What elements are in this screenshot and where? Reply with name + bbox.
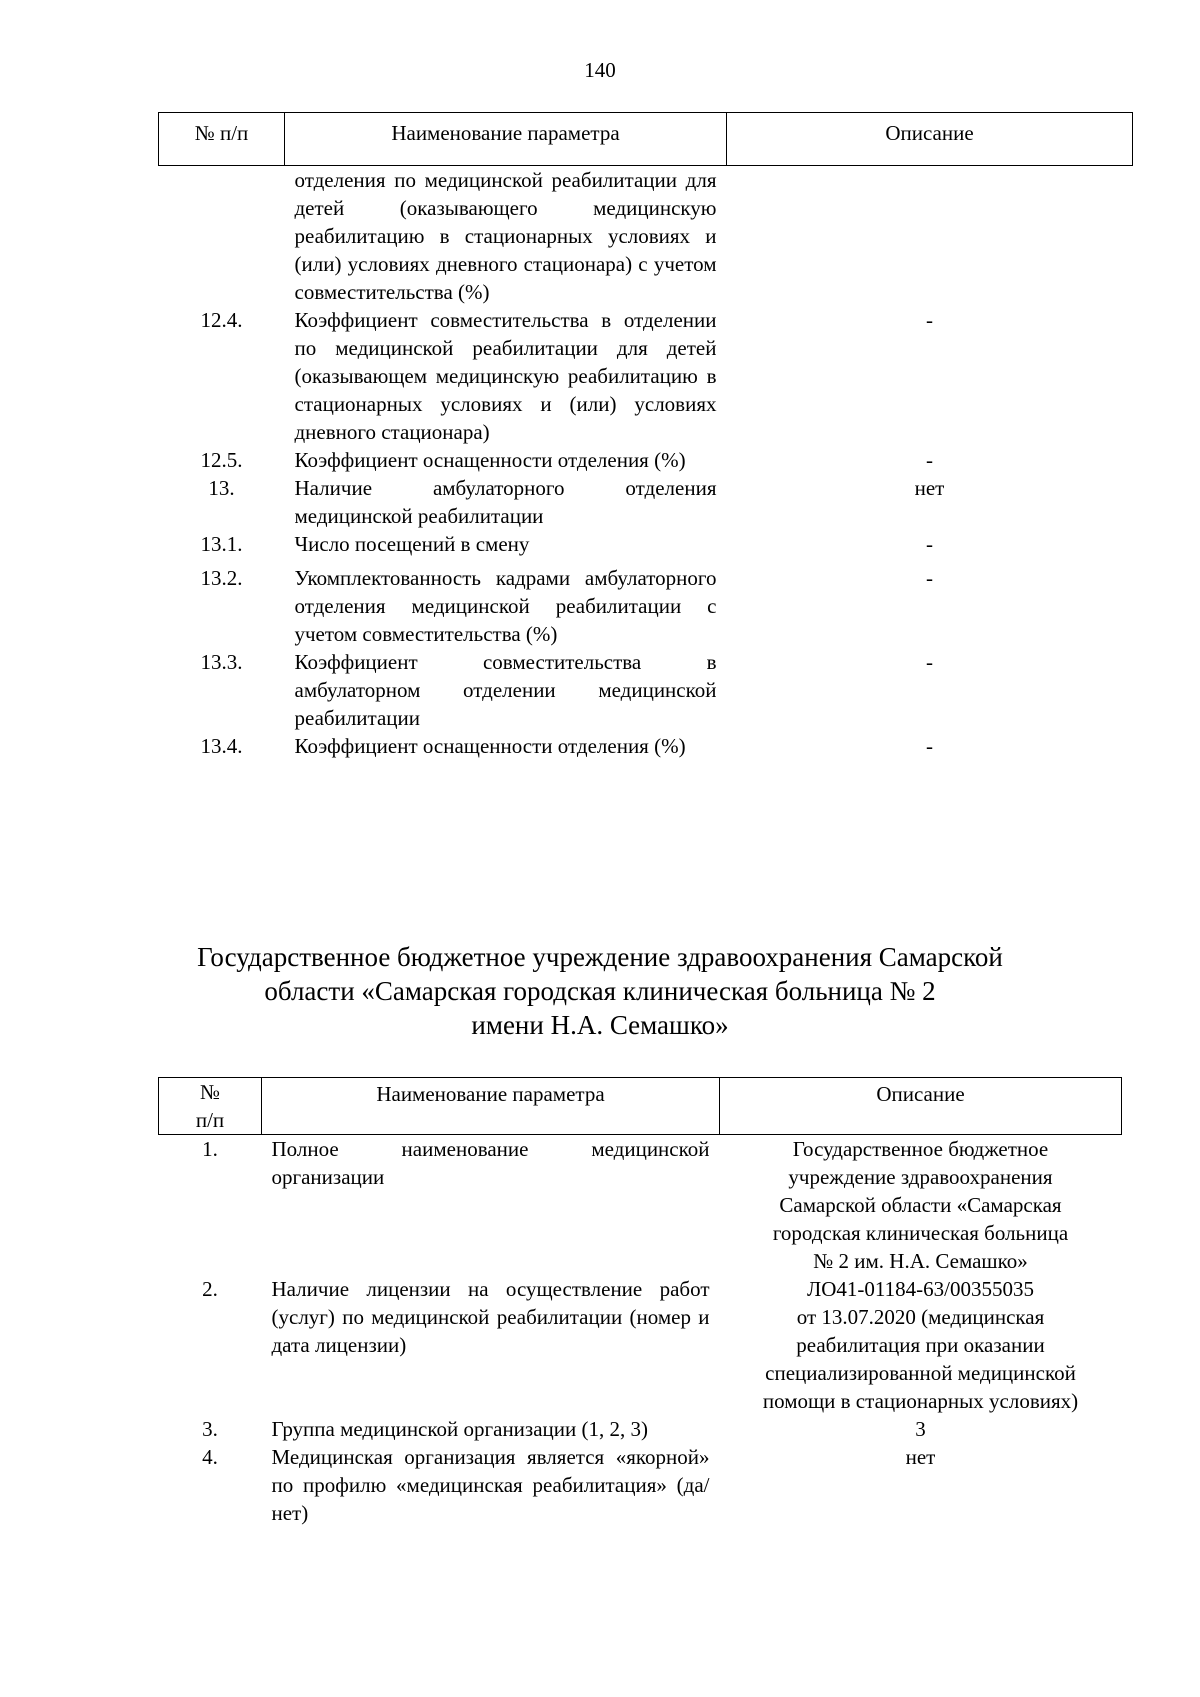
table-header-row xyxy=(159,1078,1122,1135)
row-description: - xyxy=(926,650,933,674)
row-description: - xyxy=(926,734,933,758)
table-row xyxy=(159,446,1133,474)
parameters-table-continued xyxy=(158,112,1133,760)
table-row xyxy=(159,166,1133,307)
row-parameter: Число посещений в смену xyxy=(294,532,530,556)
table-row xyxy=(159,648,1133,732)
row-number: 13. xyxy=(208,476,235,500)
row-parameter: Коэффициент оснащенности отделения (%) xyxy=(294,448,686,472)
row-description xyxy=(720,1135,1122,1276)
row-description xyxy=(720,1275,1122,1415)
row-number: 1. xyxy=(202,1137,218,1161)
description-line: реабилитация при оказании xyxy=(796,1333,1045,1357)
description-line: специализированной медицинской xyxy=(765,1361,1076,1385)
row-number: 13.4. xyxy=(200,734,243,758)
table-header-row xyxy=(159,113,1133,166)
row-number xyxy=(159,166,285,307)
row-description: - xyxy=(926,532,933,556)
row-number: 12.5. xyxy=(200,448,243,472)
row-number: 13.3. xyxy=(200,650,243,674)
table-row xyxy=(159,1443,1122,1527)
section-title-line: Государственное бюджетное учреждение здравоохранения Самарской xyxy=(197,942,1003,972)
row-description xyxy=(720,1443,1122,1527)
description-line: ЛО41-01184-63/00355035 xyxy=(807,1277,1034,1301)
row-number: 12.4. xyxy=(200,308,243,332)
row-number: 4. xyxy=(202,1445,218,1469)
row-parameter: Группа медицинской организации (1, 2, 3) xyxy=(271,1417,648,1441)
row-parameter: Полное наименование медицинской организации xyxy=(271,1137,710,1189)
table-row xyxy=(159,1135,1122,1276)
table-row xyxy=(159,558,1133,648)
row-parameter: Укомплектованность кадрами амбулаторного отделения медицинской реабилитации с учетом совместительства (%) xyxy=(294,566,717,646)
header-parameter-name: Наименование параметра xyxy=(262,1078,720,1135)
description-line: Самарской области «Самарская xyxy=(779,1193,1062,1217)
row-parameter: Коэффициент совместительства в отделении по медицинской реабилитации для детей (оказывающем медицинскую реабилитацию в стационарных условиях и (или) условиях дневного стационара) xyxy=(294,308,717,444)
organization-parameters-table xyxy=(158,1077,1122,1527)
description-line: № 2 им. Н.А. Семашко» xyxy=(813,1249,1028,1273)
row-description: - xyxy=(926,308,933,332)
description-line: от 13.07.2020 (медицинская xyxy=(796,1305,1045,1329)
header-number: № п/п xyxy=(159,113,285,166)
row-number: 13.2. xyxy=(200,566,243,590)
table-row xyxy=(159,1275,1122,1415)
table-row xyxy=(159,530,1133,558)
row-description: нет xyxy=(914,476,945,500)
row-description: - xyxy=(926,566,933,590)
page-number: 140 xyxy=(584,58,616,82)
row-parameter: Коэффициент совместительства в амбулаторном отделении медицинской реабилитации xyxy=(294,650,717,730)
row-description: - xyxy=(926,448,933,472)
row-number: 13.1. xyxy=(200,532,243,556)
header-number-line: № xyxy=(199,1080,221,1104)
description-line: 3 xyxy=(915,1417,926,1441)
row-parameter: Медицинская организация является «якорной» по профилю «медицинская реабилитация» (да/нет) xyxy=(271,1445,710,1525)
description-line: нет xyxy=(905,1445,936,1469)
row-parameter: Наличие амбулаторного отделения медицинской реабилитации xyxy=(294,476,717,528)
header-number-line: п/п xyxy=(195,1108,225,1132)
row-description xyxy=(720,1415,1122,1443)
description-line: городская клиническая больница xyxy=(772,1221,1069,1245)
description-line: учреждение здравоохранения xyxy=(788,1165,1053,1189)
table-row xyxy=(159,306,1133,446)
header-description: Описание xyxy=(720,1078,1122,1135)
table-row xyxy=(159,732,1133,760)
row-parameter: Коэффициент оснащенности отделения (%) xyxy=(294,734,686,758)
description-line: Государственное бюджетное xyxy=(792,1137,1049,1161)
header-description: Описание xyxy=(727,113,1133,166)
section-title-line: имени Н.А. Семашко» xyxy=(471,1010,729,1040)
row-number: 3. xyxy=(202,1417,218,1441)
row-parameter: Наличие лицензии на осуществление работ (услуг) по медицинской реабилитации (номер и дата лицензии) xyxy=(271,1277,710,1357)
row-number: 2. xyxy=(202,1277,218,1301)
row-description xyxy=(727,166,1133,307)
row-parameter: отделения по медицинской реабилитации для детей (оказывающего медицинскую реабилитацию в стационарных условиях и (или) условиях дневного стационара) с учетом совместительства (%) xyxy=(294,168,717,304)
description-line: помощи в стационарных условиях) xyxy=(762,1389,1079,1413)
section-title xyxy=(150,940,1050,1042)
header-number xyxy=(159,1078,262,1135)
table-row xyxy=(159,1415,1122,1443)
section-title-line: области «Самарская городская клиническая больница № 2 xyxy=(264,976,936,1006)
table-row xyxy=(159,474,1133,530)
header-parameter-name: Наименование параметра xyxy=(285,113,727,166)
